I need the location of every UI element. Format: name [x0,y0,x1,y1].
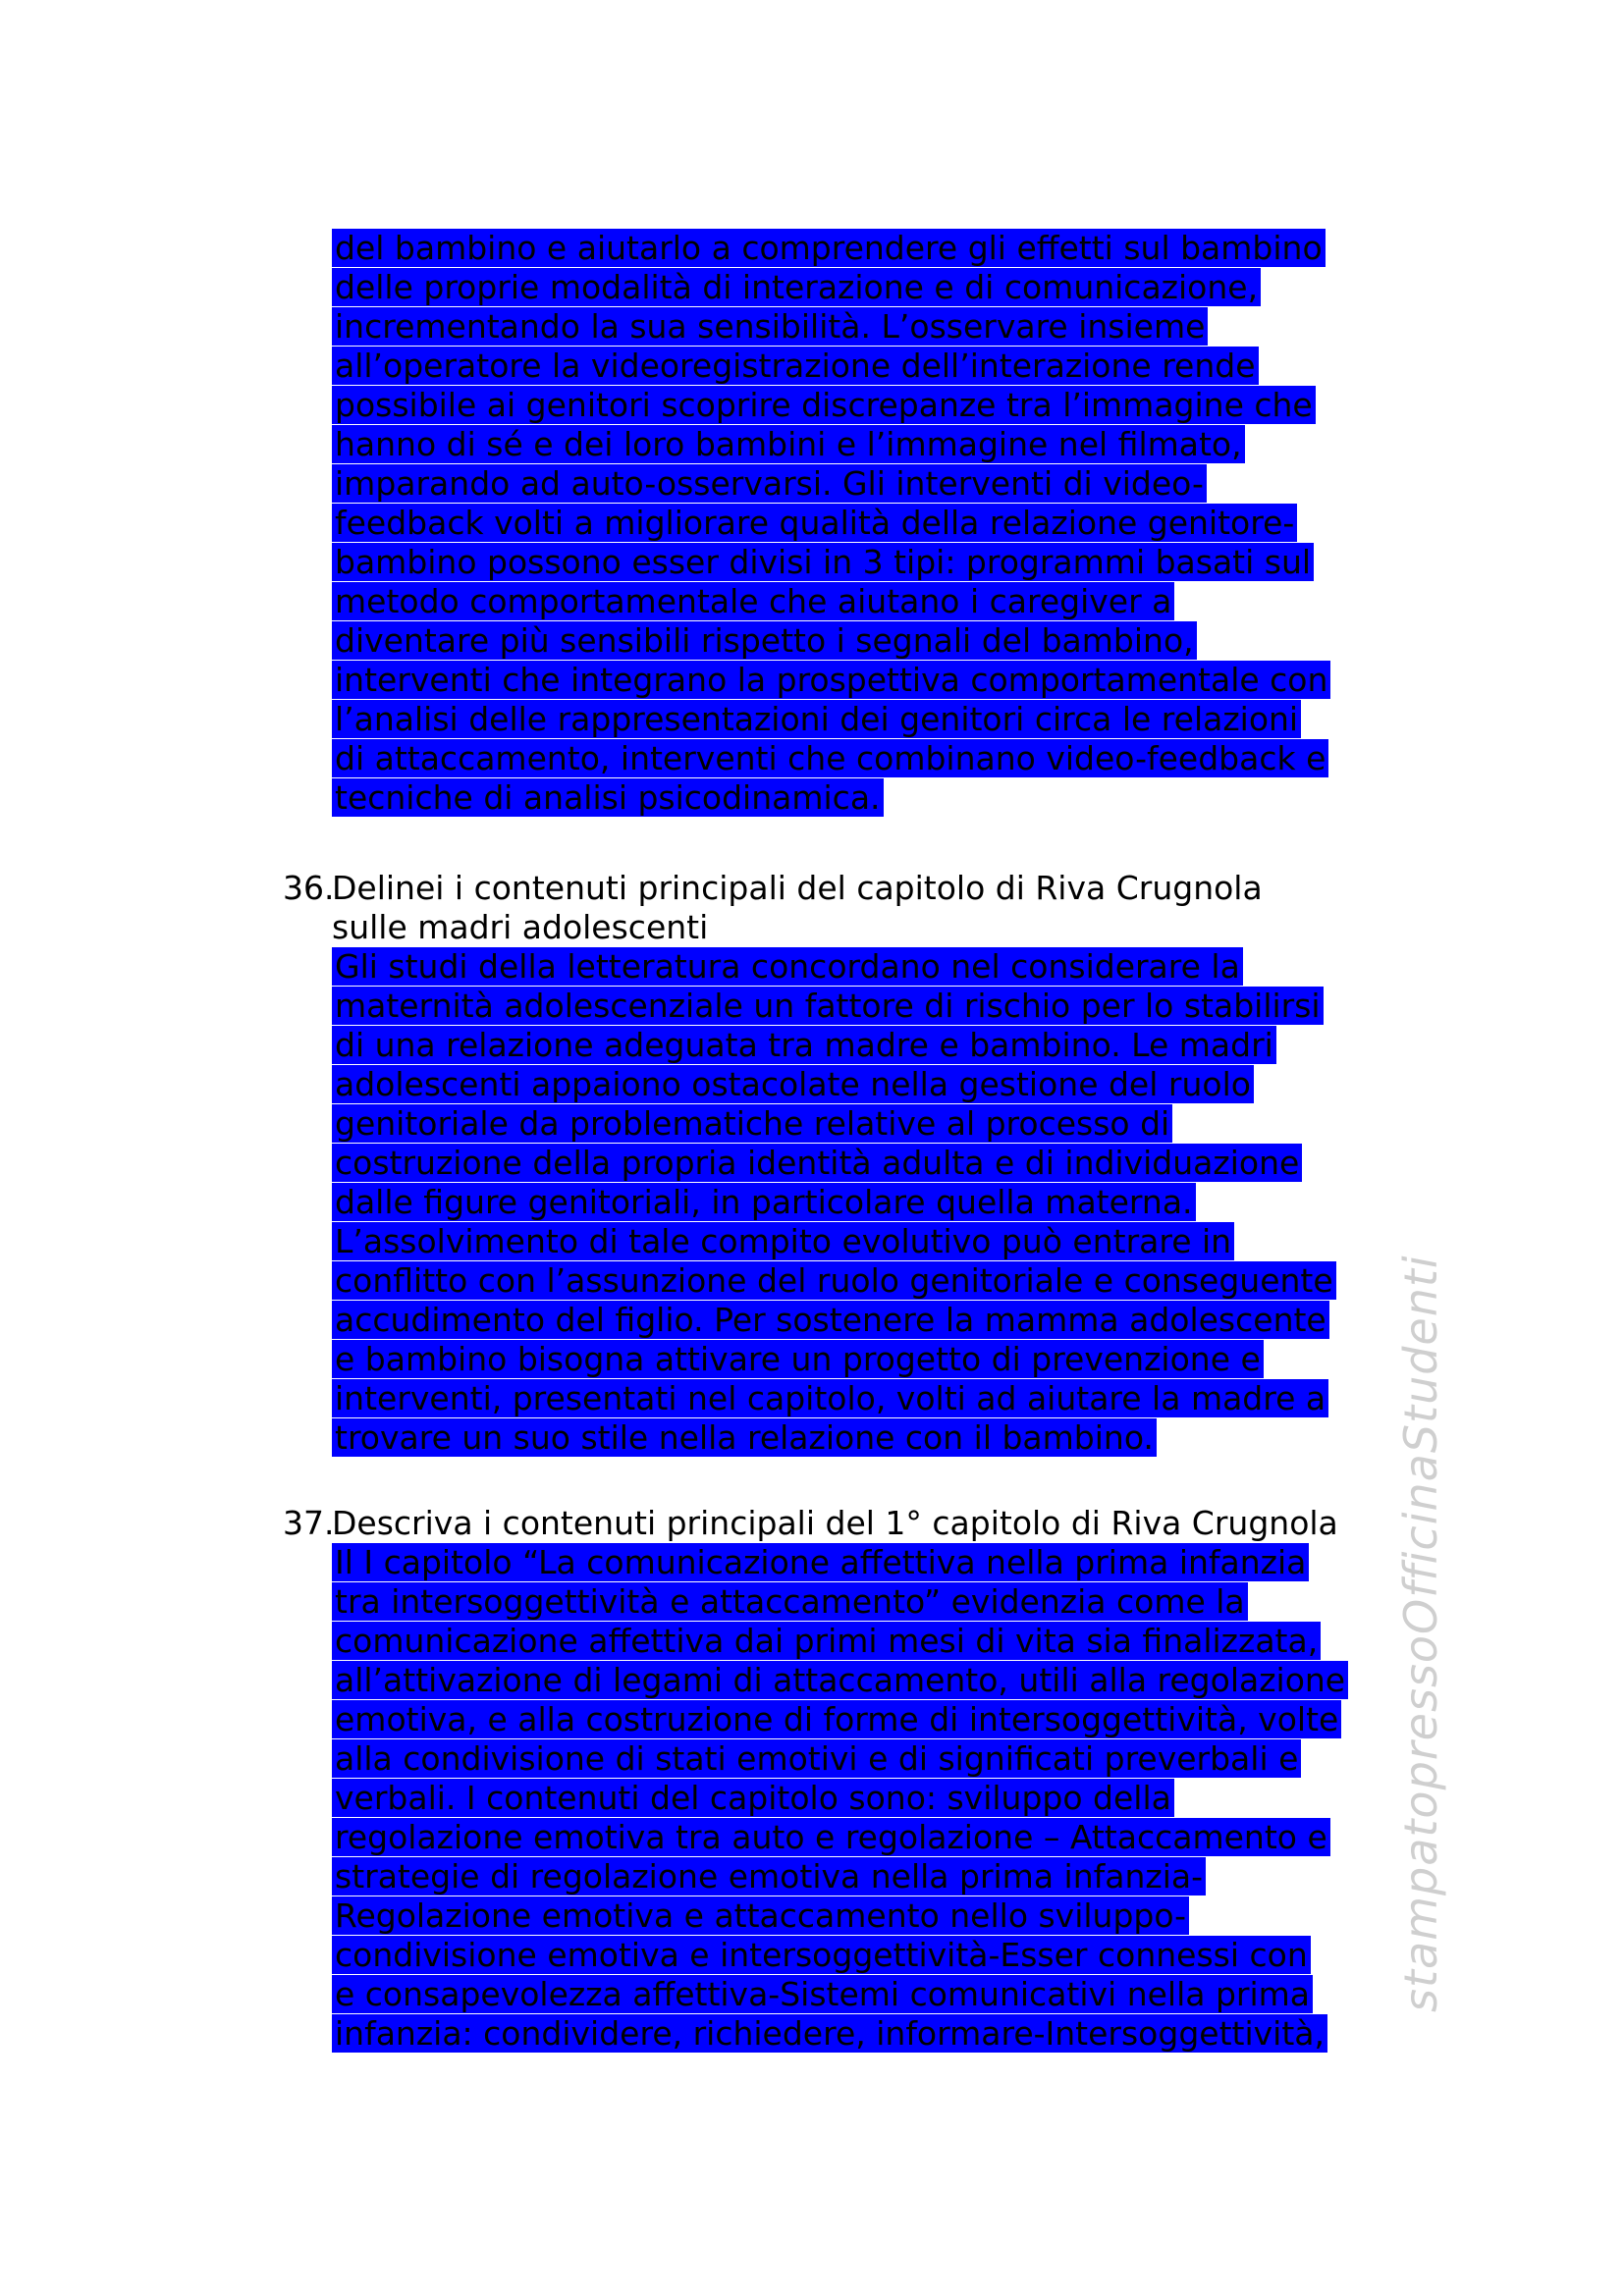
question-number: 37. [283,1504,335,1542]
answer-line: all’attivazione di legami di attaccamento, utili alla regolazione [332,1661,1402,1700]
question-line: sulle madri adolescenti [332,908,709,946]
answer-line: verbali. I contenuti del capitolo sono: sviluppo della [332,1779,1402,1818]
answer-line: infanzia: condividere, richiedere, informare-Intersoggettività, [332,2014,1402,2054]
paragraph-line: hanno di sé e dei loro bambini e l’immagine nel filmato, [332,425,1402,464]
answer-line: condivisione emotiva e intersoggettività-Esser connessi con [332,1936,1402,1975]
question-36 [332,869,1402,1458]
answer-line: tra intersoggettività e attaccamento” evidenzia come la [332,1582,1402,1622]
answer-line: di una relazione adeguata tra madre e bambino. Le madri [332,1026,1402,1065]
answer-line: genitoriale da problematiche relative al processo di [332,1104,1402,1144]
paragraph-line: del bambino e aiutarlo a comprendere gli effetti sul bambino [332,229,1402,268]
answer-line: e consapevolezza affettiva-Sistemi comunicativi nella prima [332,1975,1402,2014]
answer-line: interventi, presentati nel capitolo, volti ad aiutare la madre a [332,1379,1402,1418]
answer-line: L’assolvimento di tale compito evolutivo può entrare in [332,1222,1402,1261]
answer-line: costruzione della propria identità adulta e di individuazione [332,1144,1402,1183]
continuation-paragraph [332,229,1402,818]
paragraph-line: imparando ad auto-osservarsi. Gli interventi di video- [332,464,1402,504]
question-line: Delinei i contenuti principali del capitolo di Riva Crugnola [332,869,1263,907]
answer-line: emotiva, e alla costruzione di forme di intersoggettività, volte [332,1700,1402,1739]
question-37 [332,1504,1402,2054]
answer-line: accudimento del figlio. Per sostenere la mamma adolescente [332,1301,1402,1340]
paragraph-line: di attaccamento, interventi che combinano video-feedback e [332,739,1402,778]
answer-line: Gli studi della letteratura concordano nel considerare la [332,947,1402,987]
answer-line: e bambino bisogna attivare un progetto di prevenzione e [332,1340,1402,1379]
watermark: stampatopressoOfficinaStudenti [1394,1255,1447,2012]
paragraph-line: delle proprie modalità di interazione e di comunicazione, [332,268,1402,307]
paragraph-line: l’analisi delle rappresentazioni dei genitori circa le relazioni [332,700,1402,739]
paragraph-line: tecniche di analisi psicodinamica. [332,778,1402,818]
answer-line: dalle figure genitoriali, in particolare quella materna. [332,1183,1402,1222]
question-line: Descriva i contenuti principali del 1° capitolo di Riva Crugnola [332,1504,1338,1542]
paragraph-line: feedback volti a migliorare qualità della relazione genitore- [332,504,1402,543]
paragraph-line: possibile ai genitori scoprire discrepanze tra l’immagine che [332,386,1402,425]
answer-line: regolazione emotiva tra auto e regolazione – Attaccamento e [332,1818,1402,1857]
paragraph-line: all’operatore la videoregistrazione dell’interazione rende [332,347,1402,386]
answer-line: conflitto con l’assunzione del ruolo genitoriale e conseguente [332,1261,1402,1301]
answer-line: Regolazione emotiva e attaccamento nello sviluppo- [332,1896,1402,1936]
paragraph-line: interventi che integrano la prospettiva comportamentale con [332,661,1402,700]
question-number: 36. [283,869,335,907]
answer-line: comunicazione affettiva dai primi mesi di vita sia finalizzata, [332,1622,1402,1661]
answer-line: Il I capitolo “La comunicazione affettiva nella prima infanzia [332,1543,1402,1582]
answer-line: maternità adolescenziale un fattore di rischio per lo stabilirsi [332,987,1402,1026]
answer-line: alla condivisione di stati emotivi e di significati preverbali e [332,1739,1402,1779]
answer-line: trovare un suo stile nella relazione con il bambino. [332,1418,1402,1458]
paragraph-line: incrementando la sua sensibilità. L’osservare insieme [332,307,1402,347]
paragraph-line: metodo comportamentale che aiutano i caregiver a [332,582,1402,621]
paragraph-line: diventare più sensibili rispetto i segnali del bambino, [332,621,1402,661]
answer-line: adolescenti appaiono ostacolate nella gestione del ruolo [332,1065,1402,1104]
paragraph-line: bambino possono esser divisi in 3 tipi: programmi basati sul [332,543,1402,582]
answer-line: strategie di regolazione emotiva nella prima infanzia- [332,1857,1402,1896]
